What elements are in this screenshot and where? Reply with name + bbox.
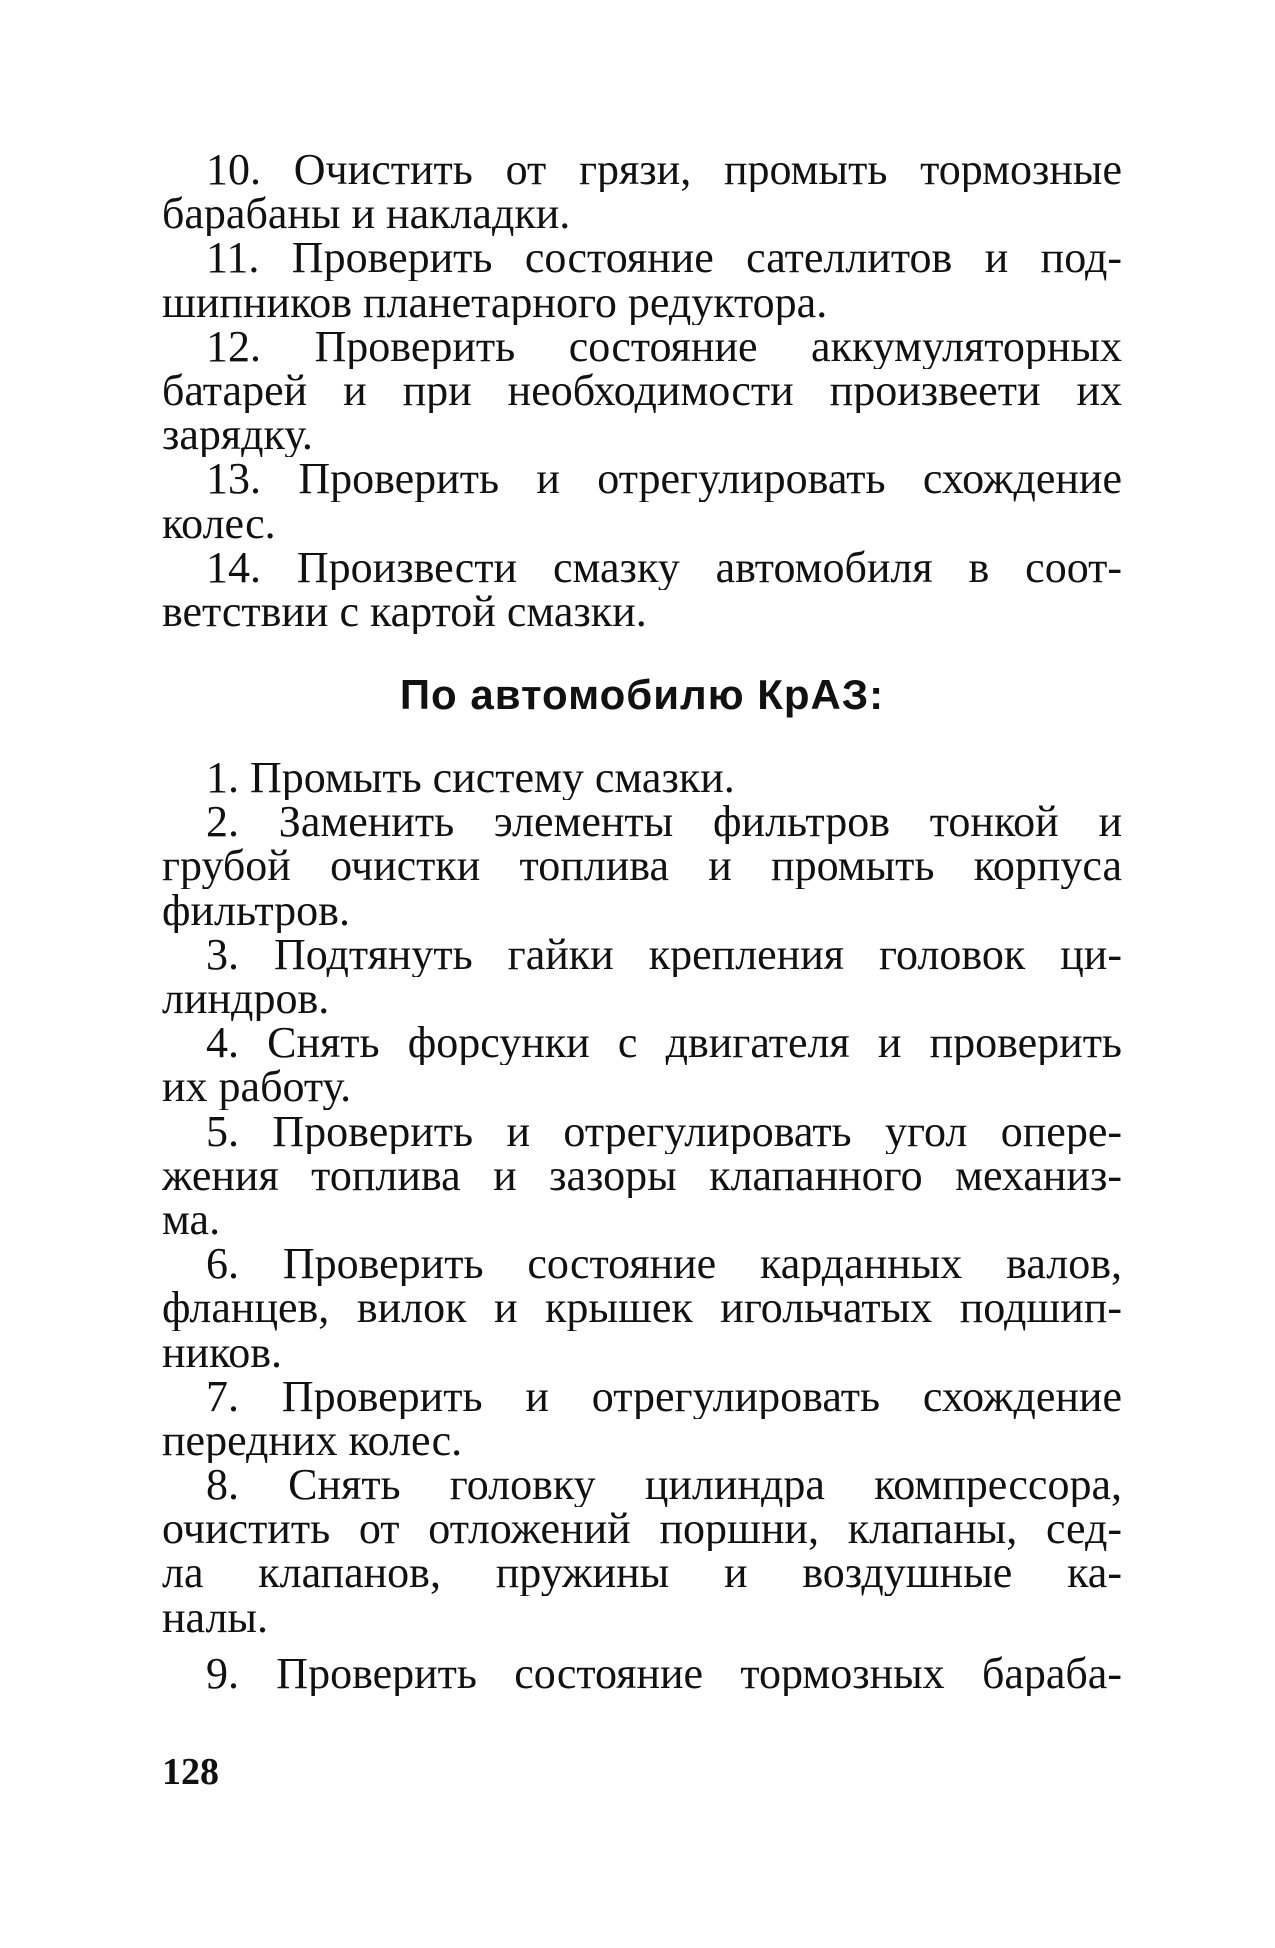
list-item [162, 546, 1122, 634]
kraz-list [162, 756, 1122, 1696]
item-line: зарядку. [162, 413, 313, 458]
item-line: 2. Заменить элементы фильтров тонкой и [206, 800, 1122, 845]
list-item [162, 325, 1122, 458]
item-line: барабаны и накладки. [162, 192, 571, 237]
list-item [162, 1110, 1122, 1243]
item-line: передних колес. [162, 1418, 463, 1464]
item-line: фильтров. [162, 888, 350, 933]
item-line: шипников планетарного редуктора. [162, 280, 828, 325]
item-line: 10. Очистить от грязи, промыть тормозные [206, 148, 1122, 193]
item-line: 4. Снять форсунки с двигателя и проверить [206, 1021, 1122, 1066]
list-item [162, 1652, 1122, 1696]
upper-list [162, 148, 1122, 634]
item-line: налы. [162, 1595, 268, 1640]
item-line: 11. Проверить состояние сателлитов и под- [206, 236, 1122, 281]
item-line: 13. Проверить и отрегулировать схождение [206, 457, 1122, 502]
list-item [162, 800, 1122, 933]
list-item [162, 933, 1122, 1021]
list-item [162, 1375, 1122, 1463]
item-line: батарей и при необходимости произвеети их [162, 368, 1122, 414]
list-item [162, 457, 1122, 545]
section-heading: По автомобилю КрАЗ: [399, 671, 885, 719]
page-body [162, 148, 1122, 1708]
item-line: грубой очистки топлива и промыть корпуса [162, 844, 1122, 889]
item-line: 5. Проверить и отрегулировать угол опере- [206, 1109, 1122, 1154]
list-item [162, 148, 1122, 236]
item-line: 7. Проверить и отрегулировать схождение [206, 1374, 1122, 1419]
item-line: 14. Произвести смазку автомобиля в соот- [206, 545, 1122, 590]
list-item [162, 756, 1122, 800]
item-line: ников. [162, 1330, 283, 1375]
item-line: колес. [162, 501, 276, 546]
item-line: 1. Промыть систему смазки. [206, 756, 735, 801]
item-line: ветствии с картой смазки. [162, 589, 647, 635]
list-item [162, 1463, 1122, 1640]
item-line: 8. Снять головку цилиндра компрессора, [206, 1463, 1122, 1508]
list-item [162, 236, 1122, 324]
item-line: 9. Проверить состояние тормозных бараба- [206, 1651, 1122, 1696]
item-line: жения топлива и зазоры клапанного механиз- [162, 1153, 1122, 1198]
item-line: ла клапанов, пружины и воздушные ка- [162, 1551, 1122, 1596]
item-line: линдров. [162, 977, 330, 1022]
item-line: 3. Подтянуть гайки крепления головок ци- [206, 932, 1122, 977]
item-line: очистить от отложений поршни, клапаны, сед- [162, 1507, 1122, 1552]
list-item [162, 1021, 1122, 1109]
item-line: ма. [162, 1197, 221, 1243]
item-line: 12. Проверить состояние аккумуляторных [206, 324, 1122, 369]
page-number: 128 [162, 1751, 219, 1793]
list-item [162, 1242, 1122, 1375]
item-line: их работу. [162, 1065, 352, 1110]
item-line: 6. Проверить состояние карданных валов, [206, 1242, 1122, 1287]
item-line: фланцев, вилок и крышек игольчатых подшип- [162, 1286, 1122, 1331]
